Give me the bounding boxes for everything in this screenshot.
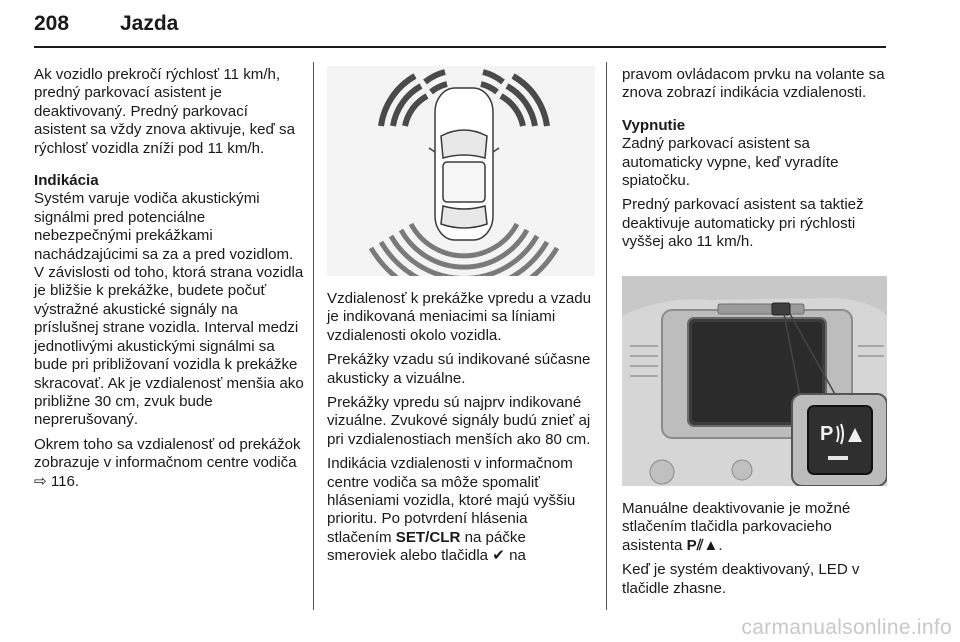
paragraph [327, 455, 595, 565]
page-reference-link[interactable]: 116. [50, 472, 80, 490]
paragraph [622, 500, 887, 555]
parking-sensor-car-icon [327, 66, 595, 276]
column-3-lower [622, 500, 887, 604]
paragraph-text: na [509, 547, 526, 565]
paragraph-text: Manuálne deaktivovanie je možné stlačením tlačidla parkovacieho asistenta [622, 500, 851, 554]
column-divider-2 [606, 62, 607, 610]
paragraph: Prekážky vzadu sú indikované súčasne akusticky a vizuálne. [327, 351, 591, 387]
paragraph-reference [34, 436, 304, 491]
paragraph: Predný parkovací asistent sa taktiež deaktivuje automaticky pri rýchlosti vyššej ako 11 km/h. [622, 196, 864, 251]
checkmark-icon: ✔ [492, 547, 505, 565]
paragraph: Prekážky vpredu sú najprv indikované vizuálne. Zvukové signály budú znieť aj pri vzdialenostiach menších ako 80 cm. [327, 394, 591, 448]
paragraph-text: Indikácia vzdialenosti v informačnom centre vodiča sa môže spomaliť hláseniami vozidla, ktoré majú vyššiu prioritu. Po potvrdení hlásenia stlačením [327, 455, 576, 546]
set-clr-label: SET/CLR [395, 528, 461, 546]
column-1 [34, 66, 304, 497]
paragraph-text: . [718, 536, 723, 554]
paragraph: Systém varuje vodiča akustickými signálmi pred potenciálne nebezpečnými prekážkami nachádzajúcimi sa za a pred vozidlom. V závislosti od toho, ktorá strana vozidla je bližšie k prekážke, budete počuť výstražné akustické signály na príslušnej strane vozidla. Interval medzi jednotlivými akustickými signálmi sa bude pri približovaní vozidla k prekážke skracovať. Ak je vzdialenosť menšia ako približne 30 cm, zvuk bude neprerušovaný. [34, 190, 304, 429]
column-3 [622, 66, 887, 258]
column-divider-1 [313, 62, 314, 610]
page-number: 208 [34, 12, 70, 35]
section-heading-indikacia: Indikácia [34, 172, 99, 190]
section-heading-vypnutie: Vypnutie [622, 116, 686, 134]
parking-assist-icon: P⫽▲ [686, 536, 719, 554]
paragraph: Zadný parkovací asistent sa automaticky vypne, keď vyradíte spiatočku. [622, 135, 839, 190]
paragraph: pravom ovládacom prvku na volante sa znova zobrazí indikácia vzdialenosti. [622, 66, 885, 102]
page-header [34, 4, 886, 50]
page-reference-arrow-icon: ⇨ [34, 472, 47, 490]
paragraph-text: Okrem toho sa vzdialenosť od prekážok zobrazuje v informačnom centre vodiča [34, 435, 301, 472]
header-rule [34, 46, 886, 48]
paragraph-text: na páčke smeroviek alebo tlačidla [327, 528, 526, 565]
column-2 [327, 290, 595, 572]
svg-text:P: P [820, 423, 834, 445]
chapter-title: Jazda [120, 12, 179, 35]
paragraph: Keď je systém deaktivovaný, LED v tlačidle zhasne. [622, 561, 860, 597]
paragraph: Ak vozidlo prekročí rýchlosť 11 km/h, predný parkovací asistent je deaktivovaný. Predný parkovací asistent sa vždy znova aktivuje, keď sa rýchlosť vozidla zníži pod 11 km/h. [34, 66, 295, 157]
paragraph: Vzdialenosť k prekážke vpredu a vzadu je indikovaná meniacimi sa líniami vzdialenosti okolo vozidla. [327, 290, 592, 344]
parking-button-icon [622, 276, 887, 486]
watermark: carmanualsonline.info [741, 616, 952, 639]
